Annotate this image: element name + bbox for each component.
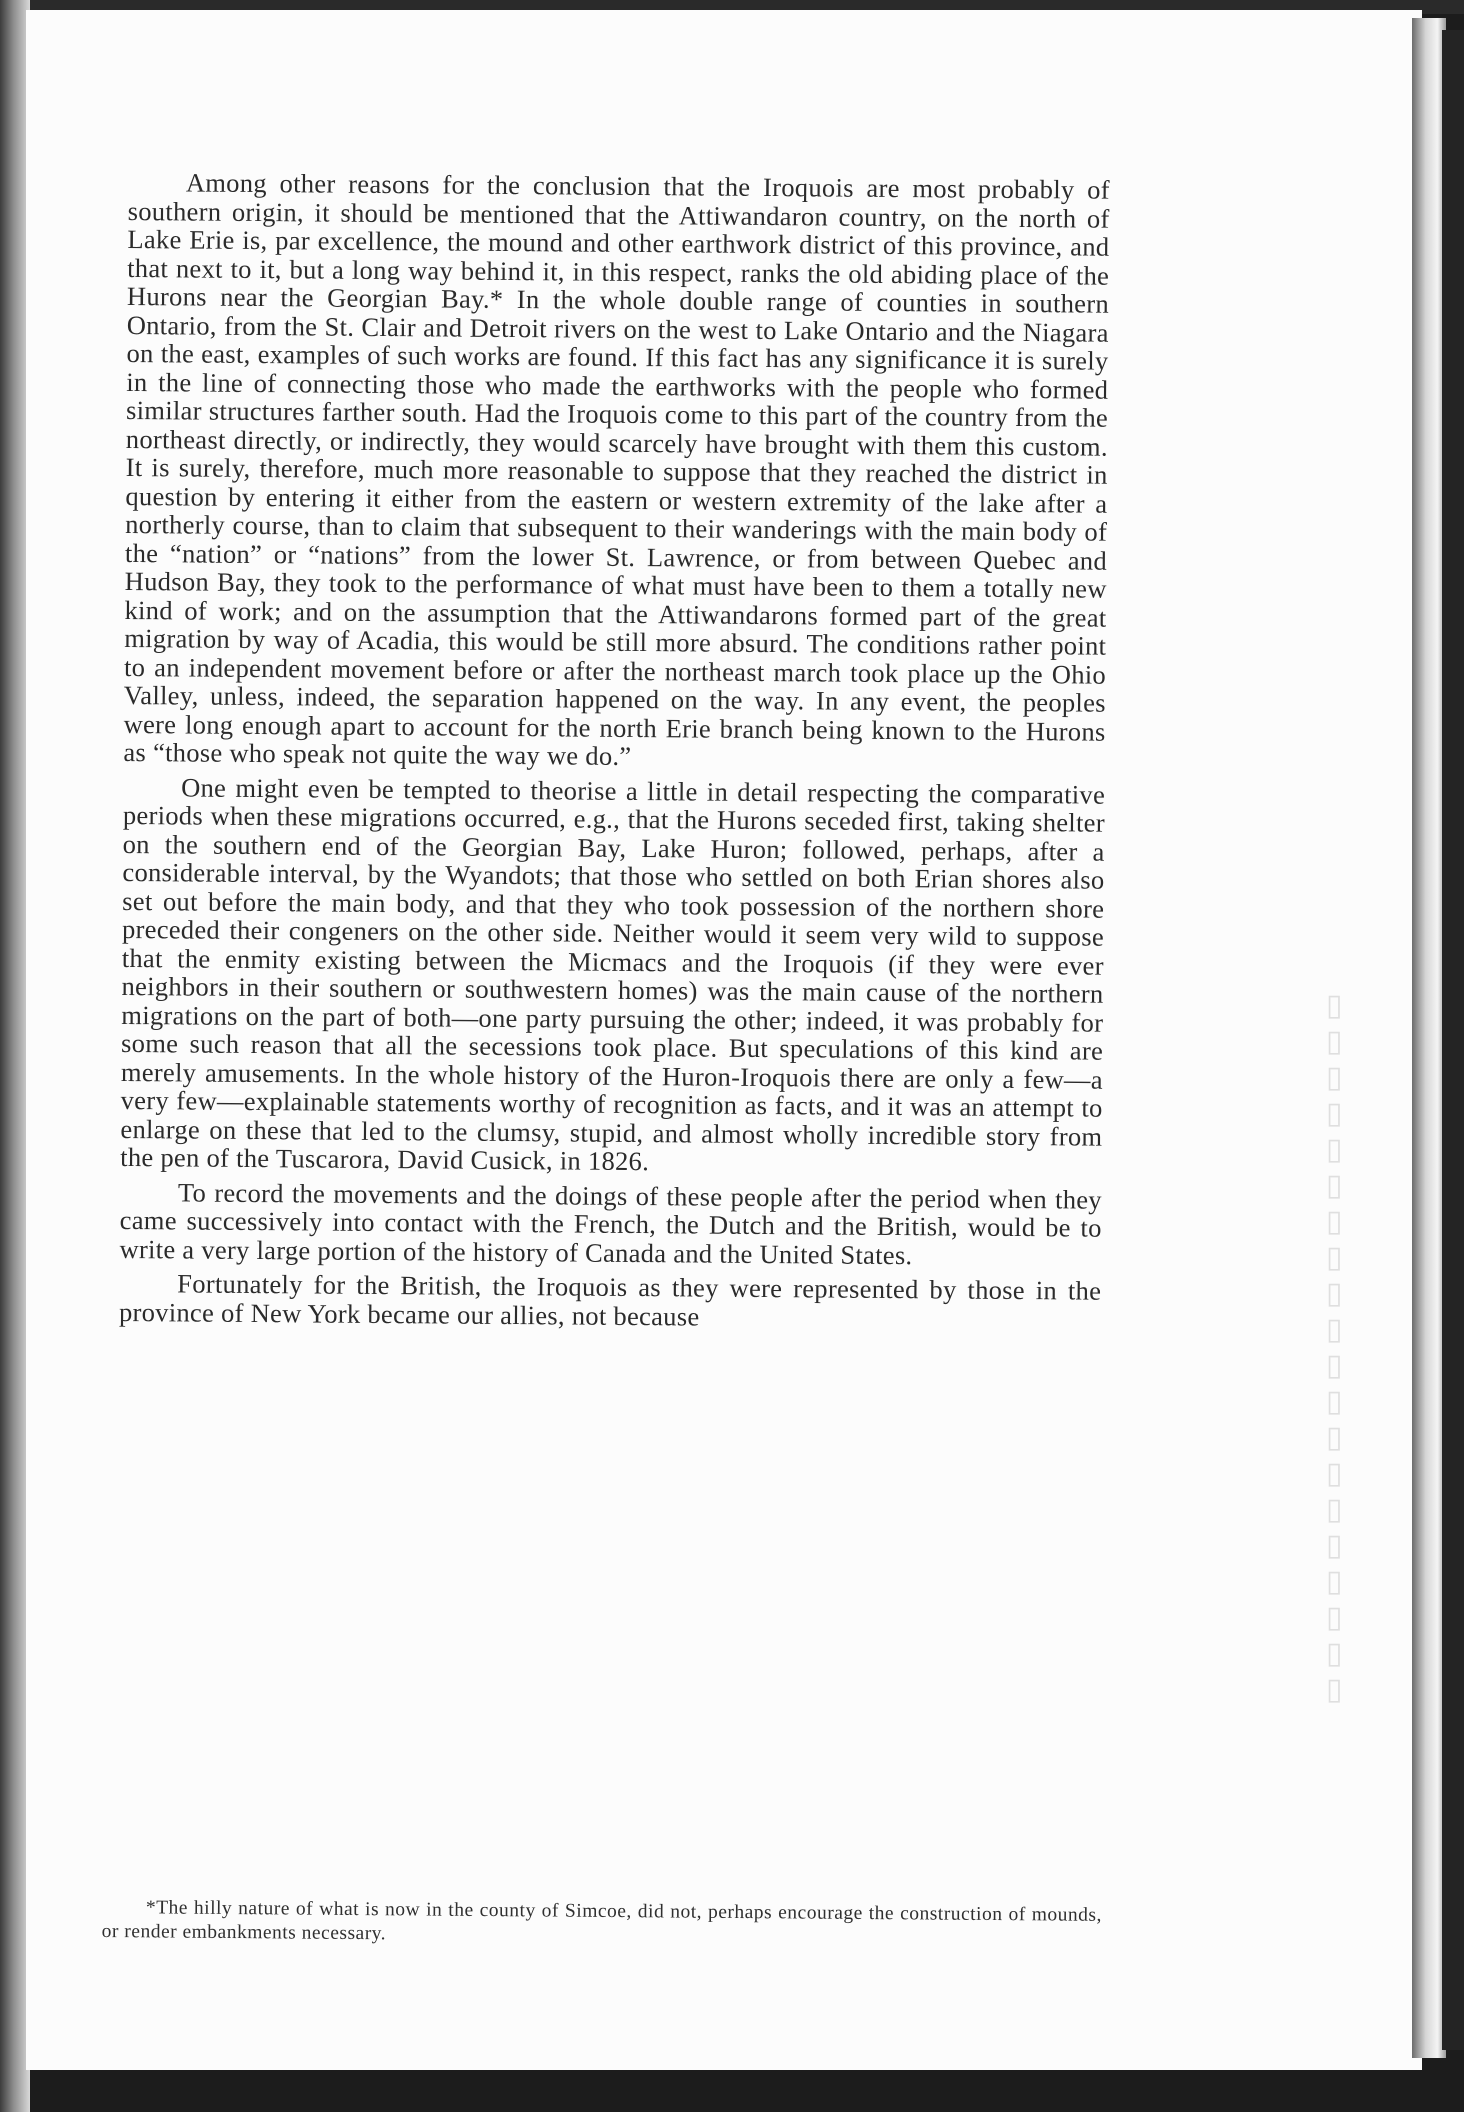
book-fore-edge [1412,18,1446,2058]
paragraph: To record the movements and the doings of these people after the period when they came successively into contact with the French, the Dutch and the British, would be to write a very large portion of the history of Canada and the United States. [119,1176,1103,1270]
scan-right-border [1442,30,1464,2050]
show-through-marks: ▯ ▯ ▯ ▯ ▯ ▯ ▯ ▯ ▯ ▯ ▯ ▯ ▯ ▯ ▯ ▯ ▯ ▯ ▯ ▯ [1326,989,1345,1706]
body-text [119,168,1110,1334]
footnote: *The hilly nature of what is now in the county of Simcoe, did not, perhaps encourage the construction of mounds, or render embankments necessary. [101,1897,1102,1945]
paragraph: One might even be tempted to theorise a little in detail respecting the comparative periods when these migrations occurred, e.g., that the Hurons seceded first, taking shelter on the southern end of the Georgian Bay, Lake Huron; followed, perhaps, after a considerable interval, by the Wyandots; that those who settled on both Erian shores also set out before the main body, and that they who took possession of the northern shore preceded their congeners on the other side. Neither would it seem very wild to suppose that the enmity existing between the Micmacs and the Iroquois (if they were ever neighbors in their southern or southwestern homes) was the main cause of the northern migrations on the part of both—one party pursuing the other; indeed, it was probably for some such reason that all the secessions took place. But speculations of this kind are merely amusements. In the whole history of the Huron-Iroquois there are only a few—a very few—explainable statements worthy of recognition as facts, and it was an attempt to enlarge on these that led to the clumsy, stupid, and almost wholly incredible story from the pen of the Tuscarora, David Cusick, in 1826. [120,771,1106,1177]
paragraph: Among other reasons for the conclusion that the Iroquois are most probably of southern origin, it should be mentioned that the Attiwandaron country, on the north of Lake Erie is, par excellence, the mound and other earthwork district of this province, and that next to it, but a long way behind it, in this respect, ranks the old abiding place of the Hurons near the Georgian Bay.* In the whole double range of counties in southern Ontario, from the St. Clair and Detroit rivers on the west to Lake Ontario and the Niagara on the east, examples of such works are found. If this fact has any significance it is surely in the line of connecting those who made the earthworks with the people who formed similar structures farther south. Had the Iroquois come to this part of the country from the northeast directly, or indirectly, they would scarcely have brought with them this custom. It is surely, therefore, much more reasonable to suppose that they reached the district in question by entering it either from the eastern or western extremity of the lake after a northerly course, than to claim that subsequent to their wanderings with the main body of the “nation” or “nations” from the lower St. Lawrence, or from between Quebec and Hudson Bay, they took to the performance of what must have been to them a totally new kind of work; and on the assumption that the Attiwandarons formed part of the great migration by way of Acadia, this would be still more absurd. The conditions rather point to an independent movement before or after the northeast march took place up the Ohio Valley, unless, indeed, the separation happened on the way. In any event, the peoples were long enough apart to account for the north Erie branch being known to the Hurons as “those who speak not quite the way we do.” [123,167,1110,771]
paragraph: Fortunately for the British, the Iroquois as they were represented by those in the province of New York became our allies, not because [118,1268,1102,1332]
